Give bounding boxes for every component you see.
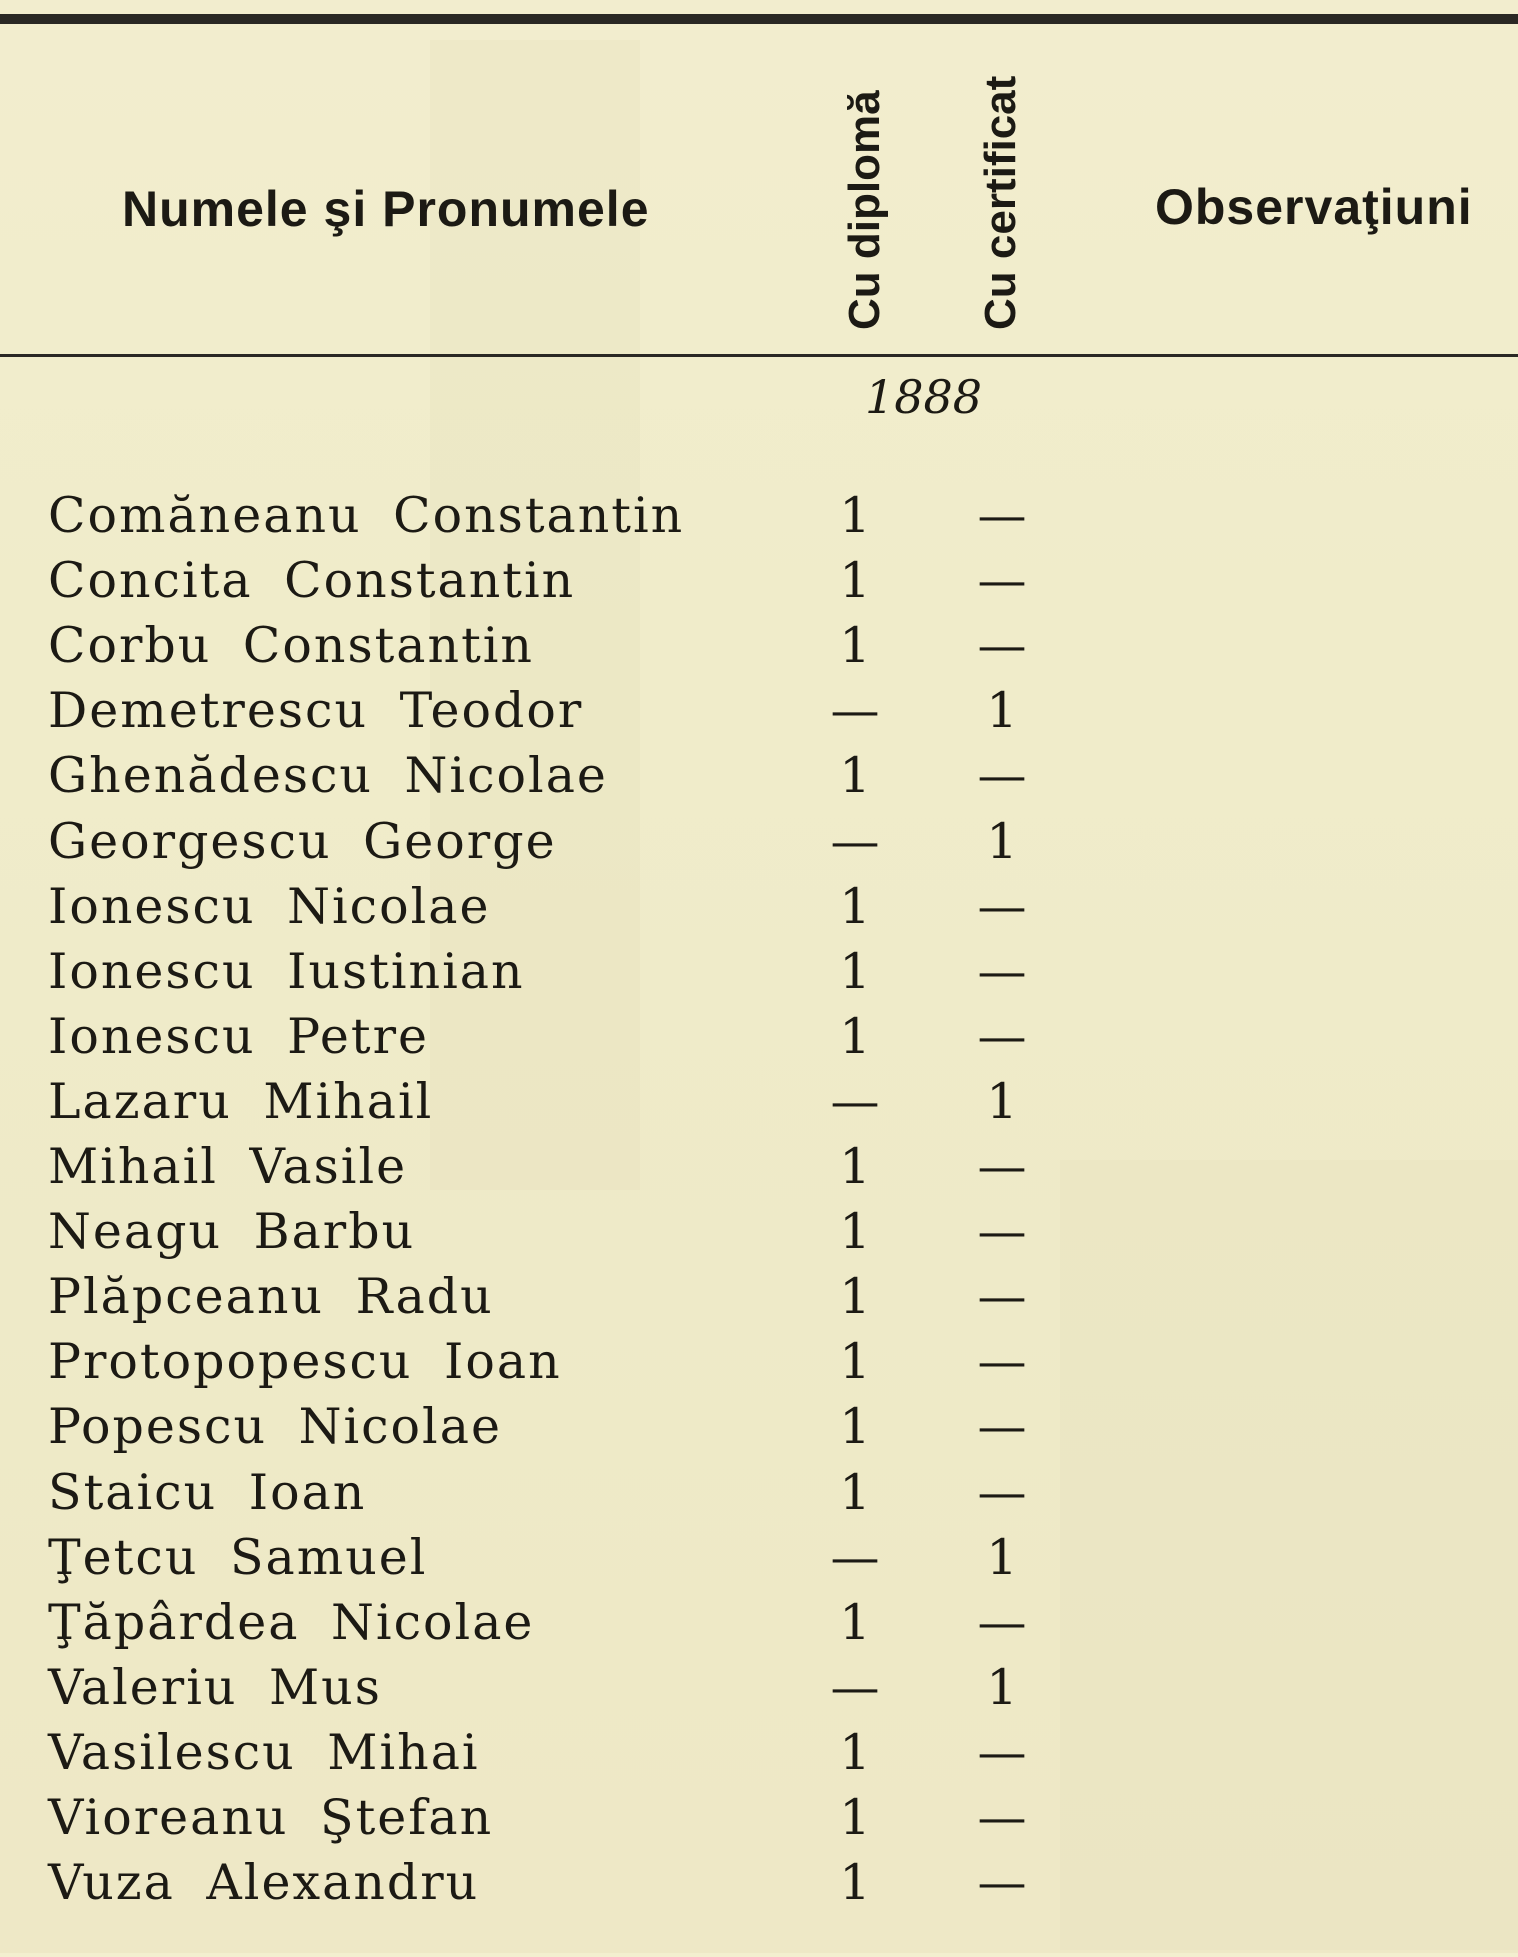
diploma-count: 1 — [839, 942, 871, 1000]
person-name: Ghenădescu Nicolae — [48, 747, 608, 805]
diploma-count: 1 — [839, 617, 871, 675]
person-name: Ionescu Iustinian — [48, 942, 525, 1000]
diploma-count: 1 — [839, 1789, 871, 1846]
certificate-count: — — [977, 487, 1027, 544]
person-name: Popescu Nicolae — [48, 1398, 502, 1456]
certificate-count: — — [977, 1854, 1027, 1912]
diploma-count: 1 — [839, 1854, 871, 1912]
table-row — [0, 1073, 1518, 1133]
diploma-count: 1 — [839, 1593, 871, 1651]
certificate-count: — — [977, 1138, 1027, 1195]
person-name: Valeriu Mus — [48, 1658, 382, 1716]
certificate-count: — — [977, 1593, 1027, 1651]
person-name: Protopopescu Ioan — [48, 1333, 562, 1391]
certificate-count: — — [977, 877, 1027, 935]
table-row — [0, 552, 1518, 612]
table-row — [0, 1268, 1518, 1328]
person-name: Staicu Ioan — [48, 1463, 367, 1521]
person-name: Mihail Vasile — [48, 1138, 408, 1195]
diploma-count: 1 — [839, 1138, 871, 1195]
table-row — [0, 1789, 1518, 1849]
diploma-count: — — [830, 1658, 880, 1716]
table-row — [0, 943, 1518, 1003]
diploma-count: 1 — [839, 552, 871, 610]
diploma-count: 1 — [839, 1398, 871, 1456]
certificate-count: — — [977, 1463, 1027, 1521]
table-row — [0, 1594, 1518, 1654]
certificate-count: — — [977, 1789, 1027, 1846]
diploma-count: 1 — [839, 877, 871, 935]
table-row — [0, 1008, 1518, 1068]
diploma-count: 1 — [839, 747, 871, 805]
certificate-count: — — [977, 1723, 1027, 1781]
certificate-count: — — [977, 1203, 1027, 1261]
certificate-count: — — [977, 1268, 1027, 1326]
certificate-count: — — [977, 617, 1027, 675]
person-name: Plăpceanu Radu — [48, 1268, 494, 1326]
table-row — [0, 1464, 1518, 1524]
table-row — [0, 878, 1518, 938]
person-name: Vioreanu Ştefan — [48, 1789, 494, 1846]
certificate-count: — — [977, 552, 1027, 610]
person-name: Vuza Alexandru — [48, 1854, 480, 1912]
table-row — [0, 1203, 1518, 1263]
diploma-count: — — [830, 812, 880, 870]
table-row — [0, 617, 1518, 677]
person-name: Ionescu Petre — [48, 1007, 430, 1065]
certificate-count: — — [977, 942, 1027, 1000]
table-row — [0, 682, 1518, 742]
person-name: Ţăpârdea Nicolae — [48, 1593, 535, 1651]
table-row — [0, 1529, 1518, 1589]
diploma-count: — — [830, 682, 880, 740]
certificate-count: 1 — [986, 812, 1018, 870]
certificate-count: 1 — [986, 1528, 1018, 1586]
diploma-count: 1 — [839, 1463, 871, 1521]
diploma-count: 1 — [839, 1007, 871, 1065]
person-name: Demetrescu Teodor — [48, 682, 584, 740]
diploma-count: 1 — [839, 1203, 871, 1261]
diploma-count: 1 — [839, 1268, 871, 1326]
person-name: Georgescu George — [48, 812, 557, 870]
table-row — [0, 747, 1518, 807]
person-name: Ţetcu Samuel — [48, 1528, 428, 1586]
person-name: Concita Constantin — [48, 552, 576, 610]
table-row — [0, 1659, 1518, 1719]
table-row — [0, 1138, 1518, 1198]
person-name: Comăneanu Constantin — [48, 487, 685, 544]
certificate-count: 1 — [986, 682, 1018, 740]
person-name: Lazaru Mihail — [48, 1072, 434, 1130]
header-name-column: Numele şi Pronumele — [122, 181, 650, 237]
person-name: Vasilescu Mihai — [48, 1723, 480, 1781]
table-row — [0, 1333, 1518, 1393]
table-row — [0, 813, 1518, 873]
top-border-rule — [0, 14, 1518, 24]
diploma-count: — — [830, 1528, 880, 1586]
year-heading: 1888 — [865, 370, 983, 424]
certificate-count: — — [977, 1333, 1027, 1391]
table-row — [0, 1854, 1518, 1914]
header-certificate-column: Cu certificat — [976, 75, 1025, 330]
header-diploma-column: Cu diplomă — [840, 90, 889, 330]
certificate-count: 1 — [986, 1658, 1018, 1716]
person-name: Ionescu Nicolae — [48, 877, 491, 935]
diploma-count: 1 — [839, 487, 871, 544]
certificate-count: 1 — [986, 1072, 1018, 1130]
table-row — [0, 1724, 1518, 1784]
header-divider — [0, 354, 1518, 357]
certificate-count: — — [977, 1398, 1027, 1456]
diploma-count: — — [830, 1072, 880, 1130]
person-name: Neagu Barbu — [48, 1203, 416, 1261]
table-row — [0, 1398, 1518, 1458]
certificate-count: — — [977, 1007, 1027, 1065]
diploma-count: 1 — [839, 1333, 871, 1391]
certificate-count: — — [977, 747, 1027, 805]
person-name: Corbu Constantin — [48, 617, 534, 675]
diploma-count: 1 — [839, 1723, 871, 1781]
table-row — [0, 487, 1518, 547]
header-observations-column: Observaţiuni — [1155, 179, 1473, 235]
